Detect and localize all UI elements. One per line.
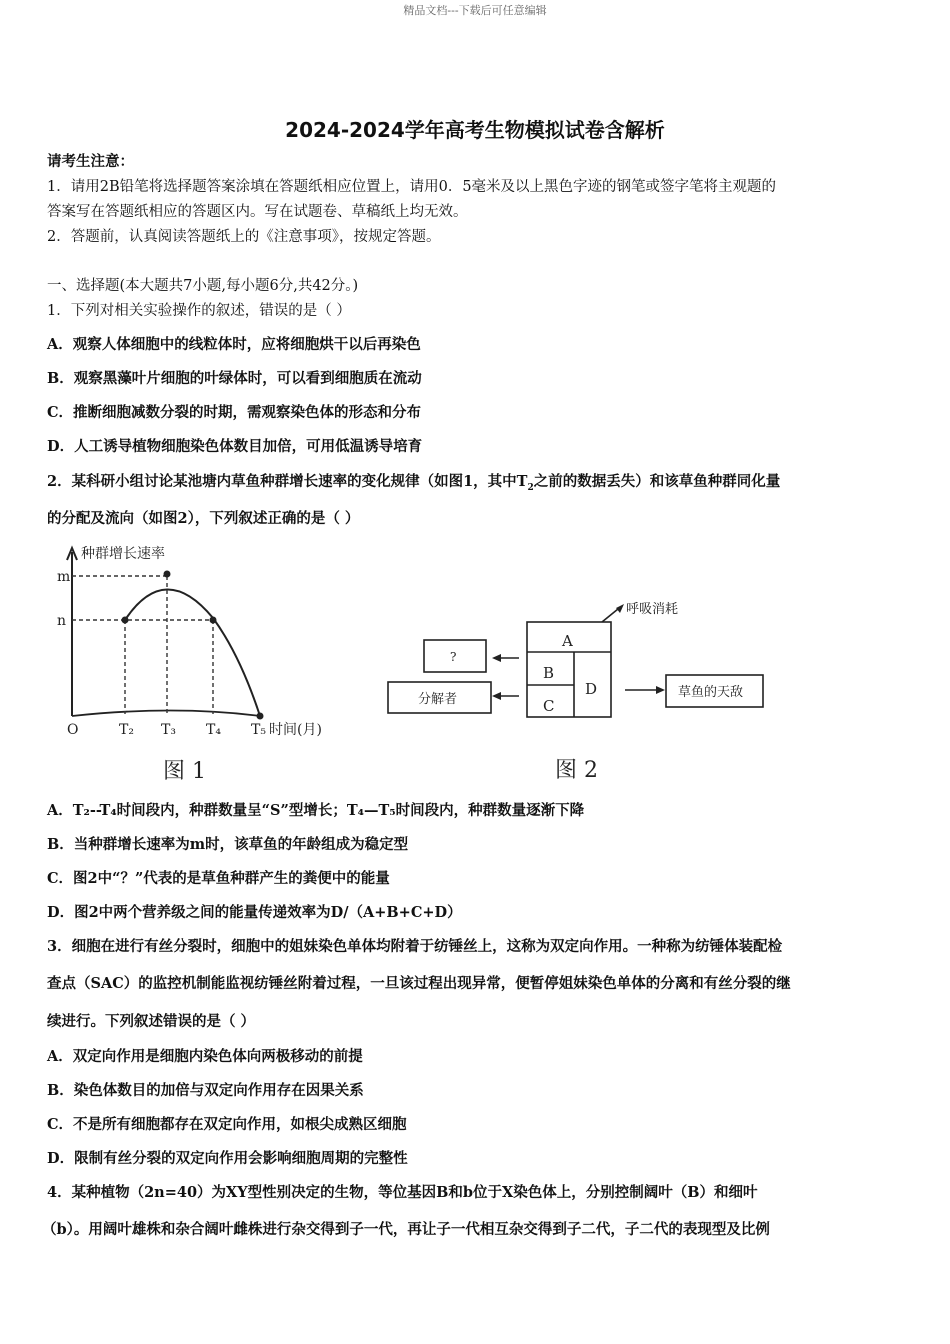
fig1-tick-t2: T₂	[119, 722, 134, 738]
point-t2	[122, 617, 129, 624]
notice-item: 2．答题前，认真阅读答题纸上的《注意事项》，按规定答题。	[47, 229, 441, 245]
q3-option-b: B．染色体数目的加倍与双定向作用存在因果关系	[47, 1082, 364, 1099]
figure-2-energy-flow	[380, 595, 780, 785]
growth-curve	[125, 589, 260, 716]
q2-stem	[47, 472, 780, 498]
q3-option-c: C．不是所有细胞都存在双定向作用，如根尖成熟区细胞	[47, 1116, 407, 1133]
arrow-to-decomposer	[492, 692, 501, 700]
q3-option-a: A．双定向作用是细胞内染色体向两极移动的前提	[47, 1048, 363, 1065]
fig2-enemy: 草鱼的天敌	[678, 685, 744, 700]
page-title: 2024-2024学年高考生物模拟试卷含解析	[285, 118, 665, 142]
q3-stem-line: 查点（SAC）的监控机制能监视纺锤丝附着过程，一旦该过程出现异常，便暂停姐妹染色单体的分离和有丝分裂的继	[47, 975, 791, 992]
notice-item: 1．请用2B铅笔将选择题答案涂填在答题纸相应位置上，请用0．5毫米及以上黑色字迹的钢笔或签字笔将主观题的	[47, 179, 777, 195]
fig2-respiration: 呼吸消耗	[626, 602, 679, 617]
q4-stem-line: （b）。用阔叶雄株和杂合阔叶雌株进行杂交得到子一代，再让子一代相互杂交得到子二代，子二代的表现型及比例	[42, 1221, 770, 1238]
q2-stem-subscript: 2	[527, 482, 534, 493]
fig2-caption: 图 2	[555, 758, 598, 783]
q2-option-b: B．当种群增长速率为m时，该草鱼的年龄组成为稳定型	[47, 836, 409, 853]
q1-option-d: D．人工诱导植物细胞染色体数目加倍，可用低温诱导培育	[47, 438, 423, 455]
point-t3	[164, 571, 171, 578]
page-header: 精品文档---下载后可任意编辑	[403, 4, 547, 17]
fig1-m-label: m	[57, 569, 71, 585]
fig1-origin: O	[67, 722, 79, 738]
notice-item: 答案写在答题纸相应的答题区内。写在试题卷、草稿纸上均无效。	[47, 204, 468, 220]
q3-stem-line: 续进行。下列叙述错误的是（ ）	[47, 1013, 256, 1030]
fig1-xunit: 时间(月)	[269, 722, 322, 738]
notice-heading: 请考生注意：	[47, 153, 134, 170]
q1-option-b: B．观察黑藻叶片细胞的叶绿体时，可以看到细胞质在流动	[47, 370, 422, 387]
q1-option-c: C．推断细胞减数分裂的时期，需观察染色体的形态和分布	[47, 404, 422, 421]
q2-option-d: D．图2中两个营养级之间的能量传递效率为D/（A+B+C+D）	[47, 904, 462, 921]
arrow-to-respiration	[616, 604, 624, 613]
fig1-ylabel: 种群增长速率	[81, 546, 165, 562]
fig1-tick-t3: T₃	[161, 722, 176, 738]
x-axis	[72, 711, 260, 717]
arrow-to-unknown	[492, 654, 501, 662]
q2-stem-line2: 的分配及流向（如图2），下列叙述正确的是（ ）	[47, 510, 360, 527]
fig1-n-label: n	[57, 613, 67, 629]
section-heading: 一、选择题(本大题共7小题,每小题6分,共42分。)	[47, 278, 359, 294]
arrow-to-enemy	[656, 686, 665, 694]
q1-stem: 1．下列对相关实验操作的叙述，错误的是（ ）	[47, 303, 351, 319]
q2-stem-part: 之前的数据丢失）和该草鱼种群同化量	[533, 473, 781, 490]
fig2-decomposer: 分解者	[418, 692, 458, 707]
q2-stem-part: 2．某科研小组讨论某池塘内草鱼种群增长速率的变化规律（如图1，其中T	[47, 473, 528, 490]
fig2-label-b: B	[543, 664, 555, 682]
fig2-label-d: D	[585, 680, 598, 698]
fig1-caption: 图 1	[163, 759, 206, 784]
fig1-tick-t5: T₅	[251, 722, 266, 738]
q3-stem-line: 3．细胞在进行有丝分裂时，细胞中的姐妹染色单体均附着于纺锤丝上，这称为双定向作用。一种称为纺锤体装配检	[47, 938, 783, 955]
fig2-label-c: C	[543, 697, 555, 715]
q3-option-d: D．限制有丝分裂的双定向作用会影响细胞周期的完整性	[47, 1150, 408, 1167]
q2-option-a: A．T₂--T₄时间段内，种群数量呈“S”型增长；T₄—T₅时间段内，种群数量逐渐下降	[47, 802, 585, 819]
point-t4	[210, 617, 217, 624]
fig2-unknown: ?	[450, 650, 457, 664]
fig2-label-a: A	[562, 632, 573, 650]
figure-1-growth-rate-curve	[55, 540, 355, 790]
fig1-tick-t4: T₄	[206, 722, 221, 738]
q2-option-c: C．图2中“？”代表的是草鱼种群产生的粪便中的能量	[47, 870, 390, 887]
q1-option-a: A．观察人体细胞中的线粒体时，应将细胞烘干以后再染色	[47, 336, 421, 353]
q4-stem-line: 4．某种植物（2n=40）为XY型性别决定的生物，等位基因B和b位于X染色体上，分别控制阔叶（B）和细叶	[47, 1184, 758, 1201]
point-t5	[257, 713, 264, 720]
